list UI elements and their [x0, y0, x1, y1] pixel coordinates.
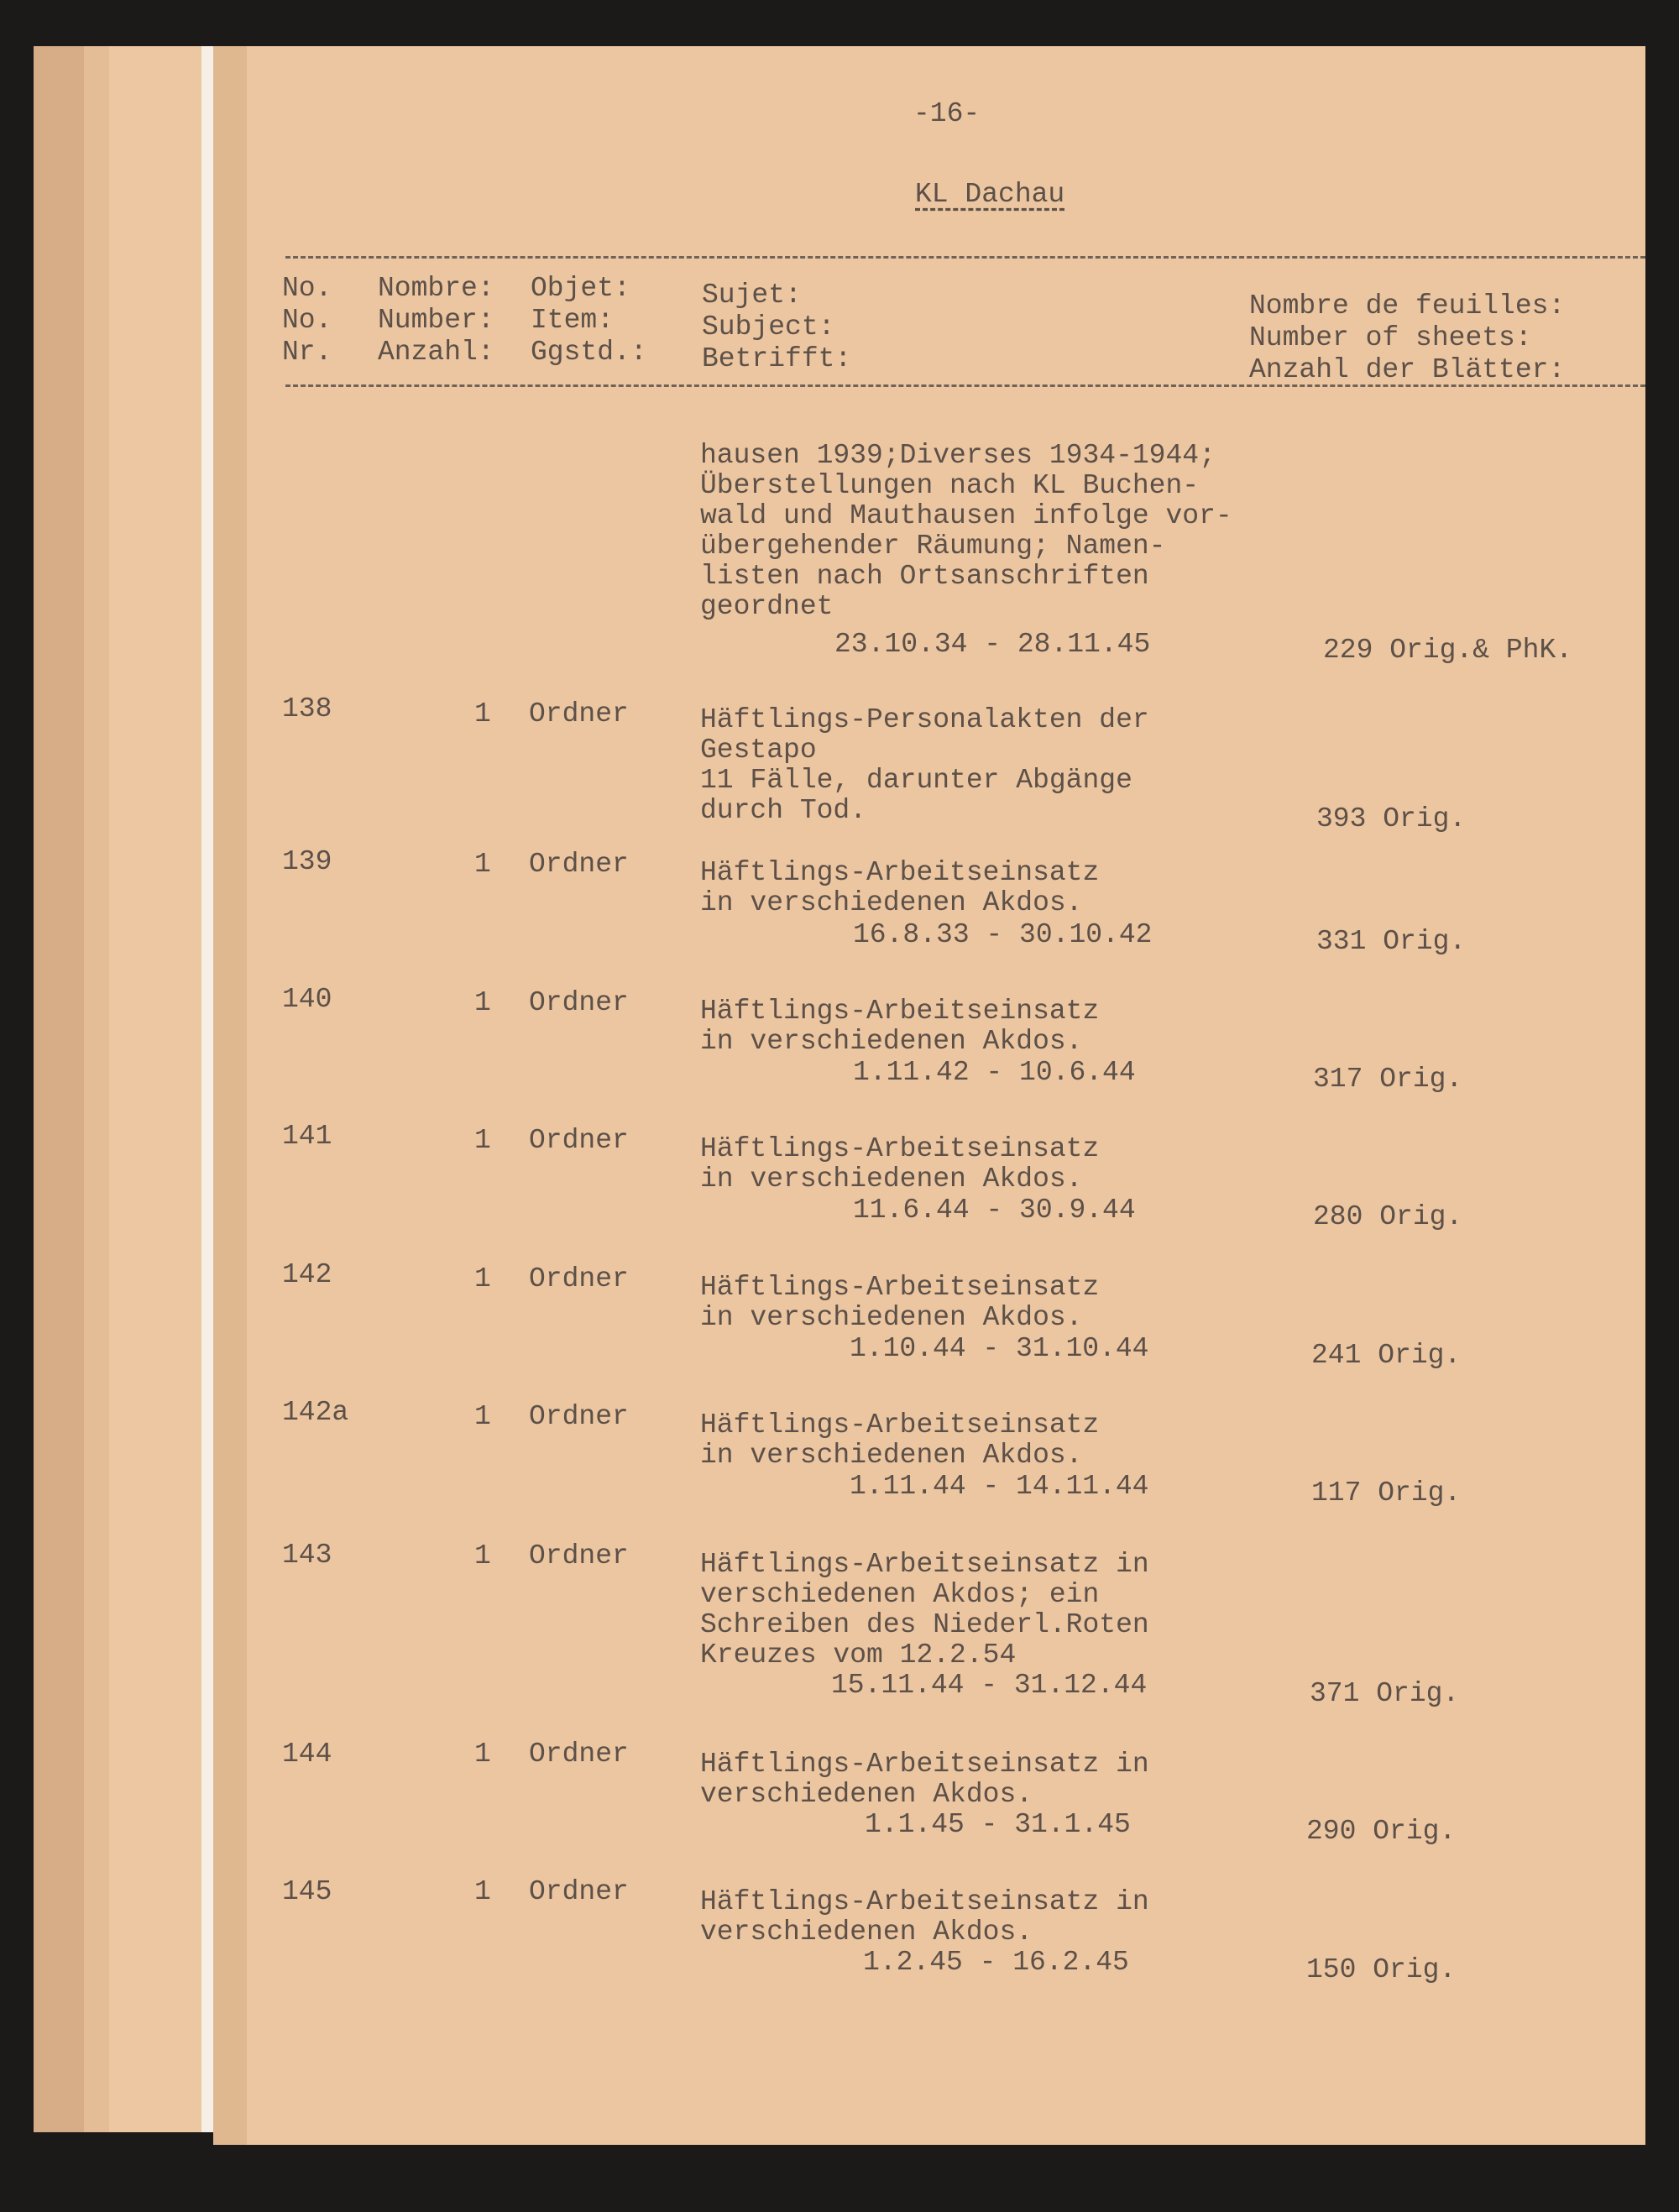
- binding-edge: [34, 46, 86, 2132]
- header-sheets-en: Number of sheets:: [1249, 322, 1532, 353]
- header-subject-de: Betrifft:: [702, 343, 852, 374]
- entry-item: Ordner: [529, 849, 629, 880]
- header-subject-fr: Sujet:: [702, 280, 802, 311]
- entry-sheets: 331 Orig.: [1316, 926, 1467, 957]
- entry-dates: 1.11.42 - 10.6.44: [853, 1057, 1136, 1088]
- header-subject-en: Subject:: [702, 311, 835, 343]
- entry-item: Ordner: [529, 1263, 629, 1294]
- entry-count: 1: [474, 698, 491, 729]
- header-sheets-de: Anzahl der Blätter:: [1249, 354, 1566, 385]
- header-item-de: Ggstd.:: [531, 337, 647, 368]
- paper-strip: [201, 46, 213, 2132]
- entry-subject: Häftlings-Arbeitseinsatz in verschiedenen Akdos; ein Schreiben des Niederl.Roten Kreuzes vom 12.2.54: [700, 1549, 1149, 1671]
- entry-count: 1: [474, 1263, 491, 1294]
- page-title: KL Dachau: [915, 179, 1065, 210]
- entry-count: 1: [474, 1739, 491, 1770]
- entry-sheets: 393 Orig.: [1316, 803, 1467, 834]
- header-no-en: No.: [282, 305, 332, 336]
- entry-subject: Häftlings-Personalakten der Gestapo 11 Fälle, darunter Abgänge durch Tod.: [700, 704, 1149, 826]
- entry-sheets: 371 Orig.: [1310, 1678, 1460, 1709]
- header-count-en: Number:: [378, 305, 494, 336]
- header-item-fr: Objet:: [531, 273, 630, 304]
- page-gutter-shadow: [213, 46, 247, 2145]
- entry-subject: Häftlings-Arbeitseinsatz in verschiedenen Akdos.: [700, 1133, 1100, 1195]
- entry-sheets: 290 Orig.: [1306, 1816, 1457, 1847]
- entry-dates: 23.10.34 - 28.11.45: [834, 629, 1151, 660]
- entry-dates: 1.2.45 - 16.2.45: [863, 1947, 1129, 1978]
- entry-count: 1: [474, 1125, 491, 1156]
- entry-subject: Häftlings-Arbeitseinsatz in verschiedenen Akdos.: [700, 857, 1100, 918]
- header-sheets-fr: Nombre de feuilles:: [1249, 290, 1566, 322]
- header-no-fr: No.: [282, 273, 332, 304]
- entry-count: 1: [474, 849, 491, 880]
- entry-item: Ordner: [529, 1739, 629, 1770]
- entry-sheets: 150 Orig.: [1306, 1954, 1457, 1985]
- entry-dates: 1.10.44 - 31.10.44: [850, 1333, 1149, 1364]
- entry-number: 140: [282, 984, 332, 1015]
- entry-dates: 1.11.44 - 14.11.44: [850, 1471, 1149, 1502]
- entry-subject: hausen 1939;Diverses 1934-1944; Überstellungen nach KL Buchen- wald und Mauthausen infolge vor- übergehender Räumung; Namen- listen nach Ortsanschriften geordnet: [700, 440, 1232, 622]
- entry-item: Ordner: [529, 698, 629, 729]
- entry-item: Ordner: [529, 1876, 629, 1907]
- entry-number: 144: [282, 1739, 332, 1770]
- entry-number: 143: [282, 1540, 332, 1571]
- entry-subject: Häftlings-Arbeitseinsatz in verschiedenen Akdos.: [700, 996, 1100, 1057]
- entry-sheets: 117 Orig.: [1311, 1477, 1462, 1509]
- header-item-en: Item:: [531, 305, 615, 336]
- entry-dates: 11.6.44 - 30.9.44: [853, 1195, 1136, 1226]
- entry-number: 145: [282, 1876, 332, 1907]
- header-count-fr: Nombre:: [378, 273, 494, 304]
- entry-dates: 15.11.44 - 31.12.44: [831, 1670, 1148, 1701]
- page-number: -16-: [913, 98, 981, 129]
- entry-number: 142a: [282, 1397, 349, 1428]
- entry-sheets: 317 Orig.: [1313, 1064, 1463, 1095]
- entry-number: 142: [282, 1259, 332, 1290]
- page-stack-edge: [84, 46, 111, 2132]
- entry-count: 1: [474, 987, 491, 1018]
- entry-dates: 1.1.45 - 31.1.45: [865, 1809, 1131, 1840]
- entry-subject: Häftlings-Arbeitseinsatz in verschiedenen Akdos.: [700, 1749, 1149, 1810]
- entry-item: Ordner: [529, 1540, 629, 1571]
- entry-number: 141: [282, 1121, 332, 1152]
- page-stack-edge: [109, 46, 204, 2132]
- header-rule-top: [285, 256, 1645, 259]
- entry-sheets: 280 Orig.: [1313, 1201, 1463, 1232]
- header-rule-bottom: [285, 384, 1645, 387]
- entry-dates: 16.8.33 - 30.10.42: [853, 919, 1153, 950]
- entry-item: Ordner: [529, 1401, 629, 1432]
- entry-count: 1: [474, 1876, 491, 1907]
- entry-subject: Häftlings-Arbeitseinsatz in verschiedenen Akdos.: [700, 1409, 1100, 1471]
- entry-subject: Häftlings-Arbeitseinsatz in verschiedenen Akdos.: [700, 1886, 1149, 1948]
- header-count-de: Anzahl:: [378, 337, 494, 368]
- entry-sheets: 229 Orig.& PhK.: [1323, 635, 1573, 666]
- entry-count: 1: [474, 1540, 491, 1571]
- entry-item: Ordner: [529, 1125, 629, 1156]
- entry-number: 139: [282, 846, 332, 877]
- header-no-de: Nr.: [282, 337, 332, 368]
- entry-number: 138: [282, 693, 332, 724]
- entry-subject: Häftlings-Arbeitseinsatz in verschiedenen Akdos.: [700, 1272, 1100, 1333]
- entry-count: 1: [474, 1401, 491, 1432]
- entry-sheets: 241 Orig.: [1311, 1340, 1462, 1371]
- entry-item: Ordner: [529, 987, 629, 1018]
